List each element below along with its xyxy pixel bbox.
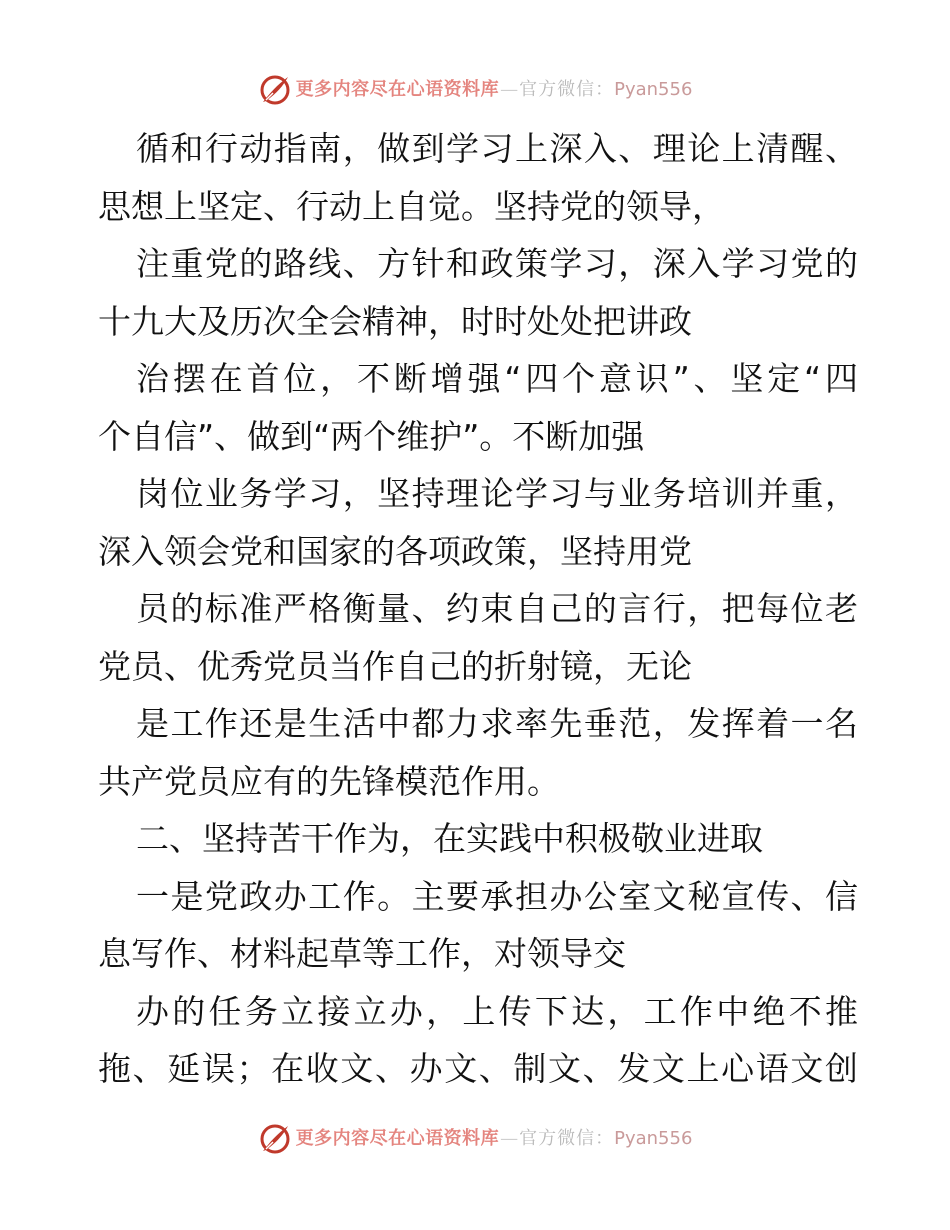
quill-logo-icon — [258, 1122, 292, 1156]
text-line: 治摆在首位，不断增强“四个意识”、坚定“四 — [136, 359, 858, 398]
banner-slogan: 更多内容尽在心语资料库 — [295, 1128, 500, 1149]
banner-wechat-id: Pyan556 — [614, 1128, 693, 1149]
text-line: 十九大及历次全会精神，时时处处把讲政 — [98, 301, 692, 341]
quill-logo-icon — [258, 73, 292, 107]
section-heading: 二、坚持苦干作为，在实践中积极敬业进取 — [136, 819, 763, 858]
text-line: 一是党政办工作。主要承担办公室文秘宣传、信 — [136, 876, 858, 916]
header-banner — [0, 70, 950, 110]
banner-wechat-label: 官方微信： — [519, 1128, 615, 1149]
banner-wechat-id: Pyan556 — [614, 79, 693, 100]
banner-wechat-label: 官方微信： — [519, 79, 615, 100]
text-line: 息写作、材料起草等工作，对领导交 — [98, 934, 626, 973]
text-line: 员的标准严格衡量、约束自己的言行，把每位老 — [136, 589, 858, 628]
text-line: 循和行动指南，做到学习上深入、理论上清醒、 — [136, 129, 858, 168]
text-line: 是工作还是生活中都力求率先垂范，发挥着一名 — [136, 704, 858, 743]
text-line: 注重党的路线、方针和政策学习，深入学习党的 — [136, 244, 858, 283]
banner-dash: — — [500, 1128, 519, 1149]
text-line: 深入领会党和国家的各项政策，坚持用党 — [98, 531, 692, 571]
text-line: 个自信”、做到“两个维护”。不断加强 — [98, 416, 645, 456]
text-line: 拖、延误；在收文、办文、制文、发文上心语文创 — [98, 1049, 858, 1088]
text-line: 思想上坚定、行动上自觉。坚持党的领导， — [98, 186, 725, 226]
text-line: 党员、优秀党员当作自己的折射镜，无论 — [98, 646, 692, 686]
banner-slogan: 更多内容尽在心语资料库 — [295, 79, 500, 100]
footer-banner — [0, 1119, 950, 1159]
text-line: 共产党员应有的先锋模范作用。 — [98, 761, 560, 801]
text-line: 岗位业务学习，坚持理论学习与业务培训并重， — [136, 474, 858, 513]
text-line: 办的任务立接立办，上传下达，工作中绝不推 — [136, 991, 858, 1031]
banner-dash: — — [500, 79, 519, 100]
body-text — [98, 120, 858, 1098]
